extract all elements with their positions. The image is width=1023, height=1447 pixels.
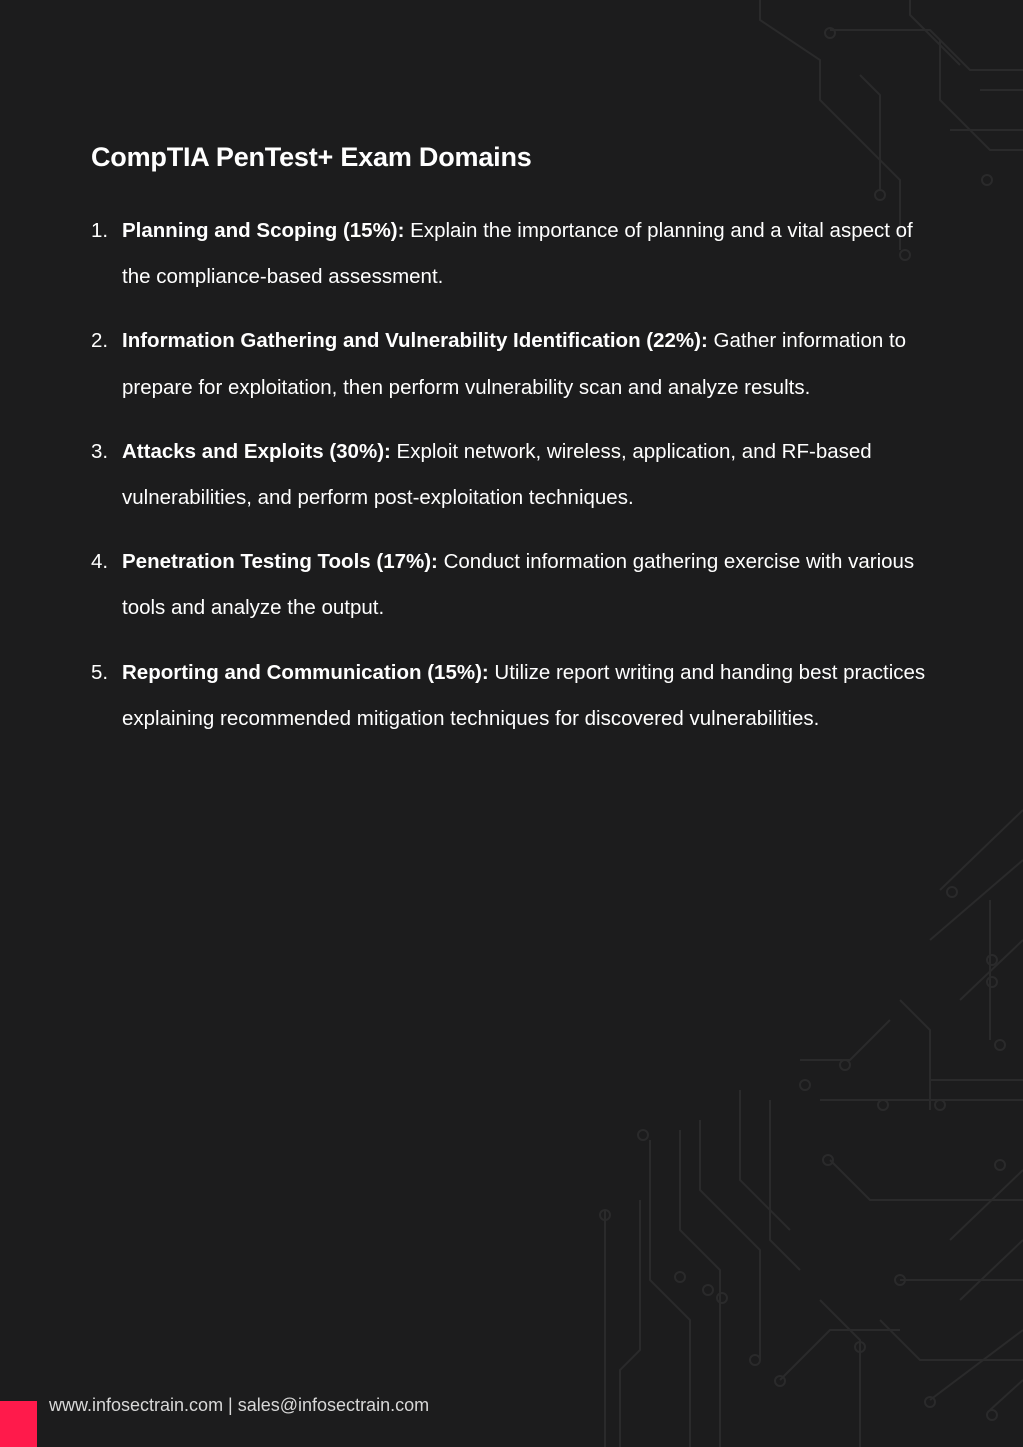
exam-domains-list xyxy=(91,208,941,760)
domain-description: Conduct information gathering exercise with various tools and analyze the output. xyxy=(122,550,915,620)
domain-item xyxy=(91,539,941,631)
domain-item xyxy=(91,650,941,742)
domain-title: Attacks and Exploits (30%): xyxy=(122,439,391,463)
domain-number: 5. xyxy=(91,660,109,684)
domain-item xyxy=(91,318,941,410)
domain-description: Gather information to prepare for exploitation, then perform vulnerability scan and analyze results. xyxy=(122,329,907,399)
domain-number: 4. xyxy=(91,550,109,574)
domain-description: Exploit network, wireless, application, and RF-based vulnerabilities, and perform post-exploitation techniques. xyxy=(122,439,872,510)
domain-title: Penetration Testing Tools (17%): xyxy=(122,550,438,574)
domain-number: 3. xyxy=(91,439,109,463)
footer-contact: www.infosectrain.com | sales@infosectrain.com xyxy=(49,1395,430,1415)
domain-title: Planning and Scoping (15%): xyxy=(122,219,405,242)
domain-description: Explain the importance of planning and a vital aspect of the compliance-based assessment. xyxy=(122,219,913,289)
domain-number: 1. xyxy=(91,219,109,242)
domain-description: Utilize report writing and handing best practices explaining recommended mitigation techniques for discovered vulnerabilities. xyxy=(122,660,926,730)
domain-item xyxy=(91,208,941,300)
page-title: CompTIA PenTest+ Exam Domains xyxy=(91,142,532,172)
domain-item xyxy=(91,429,941,521)
domain-number: 2. xyxy=(91,329,109,353)
domain-title: Reporting and Communication (15%): xyxy=(122,660,489,684)
domain-title: Information Gathering and Vulnerability Identification (22%): xyxy=(122,329,708,353)
footer-accent-square xyxy=(0,1401,37,1447)
